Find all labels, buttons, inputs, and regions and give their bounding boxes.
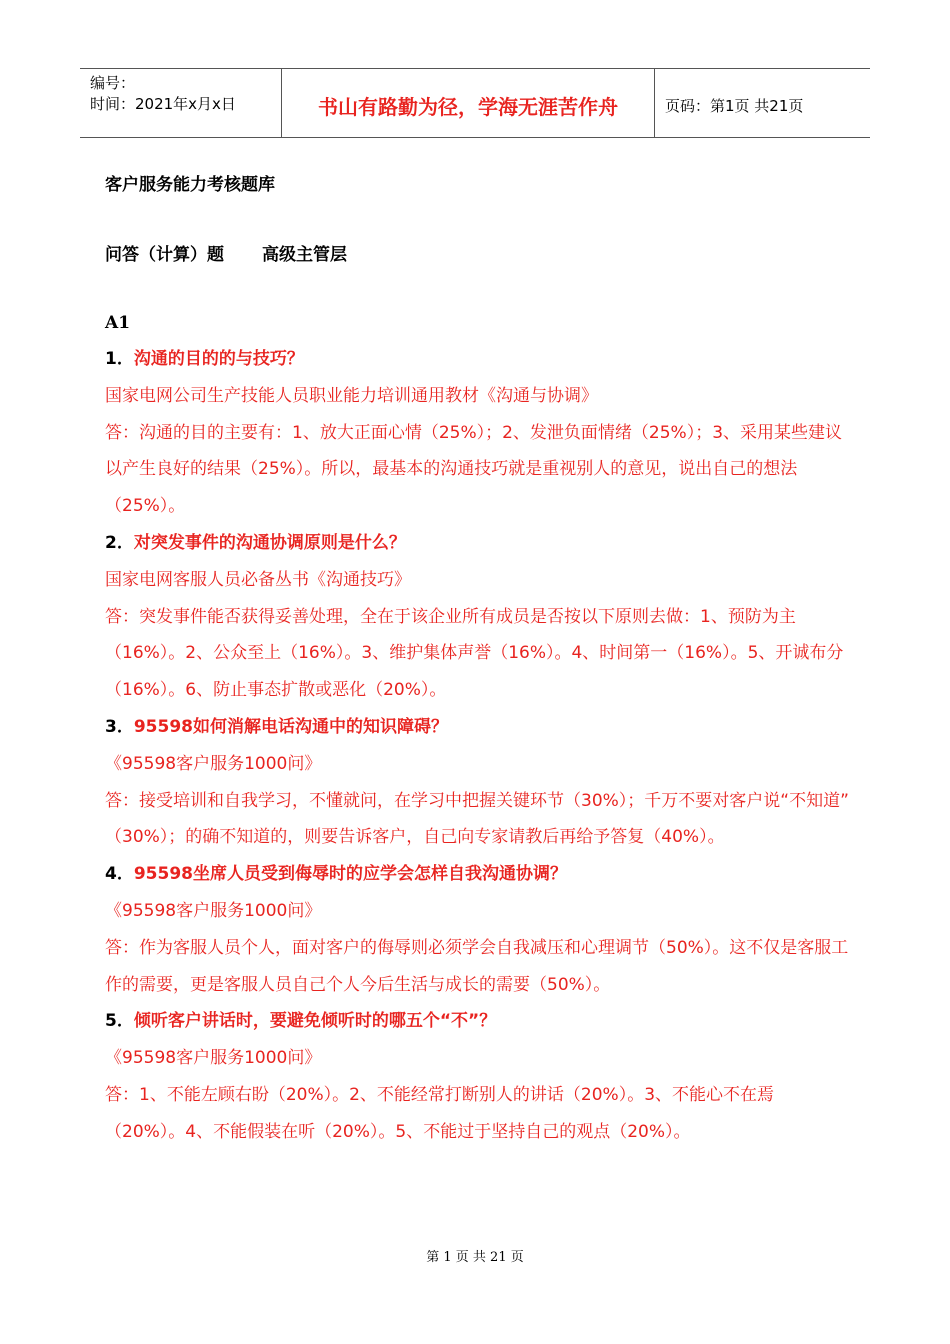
question-source: 国家电网公司生产技能人员职业能力培训通用教材《沟通与协调》	[105, 385, 598, 406]
question-item	[105, 856, 850, 1003]
header-motto: 书山有路勤为径，学海无涯苦作舟	[282, 69, 655, 137]
header-meta	[80, 69, 282, 137]
document-title: 客户服务能力考核题库	[105, 175, 275, 195]
question-answer: 答：1、不能左顾右盼（20%）。2、不能经常打断别人的讲话（20%）。3、不能心不在焉（20%）。4、不能假装在听（20%）。5、不能过于坚持自己的观点（20%）。	[105, 1084, 775, 1142]
question-title: 4．95598坐席人员受到侮辱时的应学会怎样自我沟通协调？	[105, 864, 567, 885]
question-answer: 答：沟通的目的主要有：1、放大正面心情（25%）；2、发泄负面情绪（25%）；3、采用某些建议以产生良好的结果（25%）。所以，最基本的沟通技巧就是重视别人的意见，说出自己的想法（25%）。	[105, 422, 843, 517]
question-source: 《95598客户服务1000问》	[105, 900, 322, 921]
question-answer: 答：接受培训和自我学习，不懂就问，在学习中把握关键环节（30%）；千万不要对客户说“不知道” （30%）；的确不知道的，则要告诉客户，自己向专家请教后再给予答复（40%）。	[105, 790, 849, 848]
question-source: 《95598客户服务1000问》	[105, 1048, 322, 1069]
question-answer: 答：突发事件能否获得妥善处理，全在于该企业所有成员是否按以下原则去做：1、预防为主（16%）。2、公众至上（16%）。3、维护集体声誉（16%）。4、时间第一（16%）。5、开诚布分（16%）。6、防止事态扩散或恶化（20%）。	[105, 606, 844, 701]
question-item	[105, 1003, 850, 1150]
page-header	[80, 68, 870, 138]
question-item	[105, 709, 850, 856]
section-type: 问答（计算）题	[105, 245, 224, 265]
question-title: 2．对突发事件的沟通协调原则是什么？	[105, 532, 406, 553]
section-level: 高级主管层	[262, 245, 347, 265]
page-footer: 第 1 页 共 21 页	[426, 1250, 524, 1265]
question-title: 1．沟通的目的的与技巧？	[105, 349, 304, 369]
time-label: 时间：2021年x月x日	[90, 95, 236, 113]
header-page-label: 页码：第1页 共21页	[665, 96, 804, 115]
question-item	[105, 525, 850, 709]
question-title: 3．95598如何消解电话沟通中的知识障碍？	[105, 716, 448, 737]
number-label: 编号：	[90, 74, 136, 92]
question-item	[105, 341, 850, 525]
question-source: 国家电网客服人员必备丛书《沟通技巧》	[105, 569, 411, 590]
question-title: 5．倾听客户讲话时，要避免倾听时的哪五个“不”？	[105, 1011, 497, 1032]
question-source: 《95598客户服务1000问》	[105, 753, 322, 774]
question-answer: 答：作为客服人员个人，面对客户的侮辱则必须学会自我减压和心理调节（50%）。这不仅是客服工作的需要，更是客服人员自己个人今后生活与成长的需要（50%）。	[105, 937, 849, 995]
group-label: A1	[105, 313, 131, 333]
question-list	[105, 341, 850, 1151]
section-heading	[105, 240, 347, 265]
